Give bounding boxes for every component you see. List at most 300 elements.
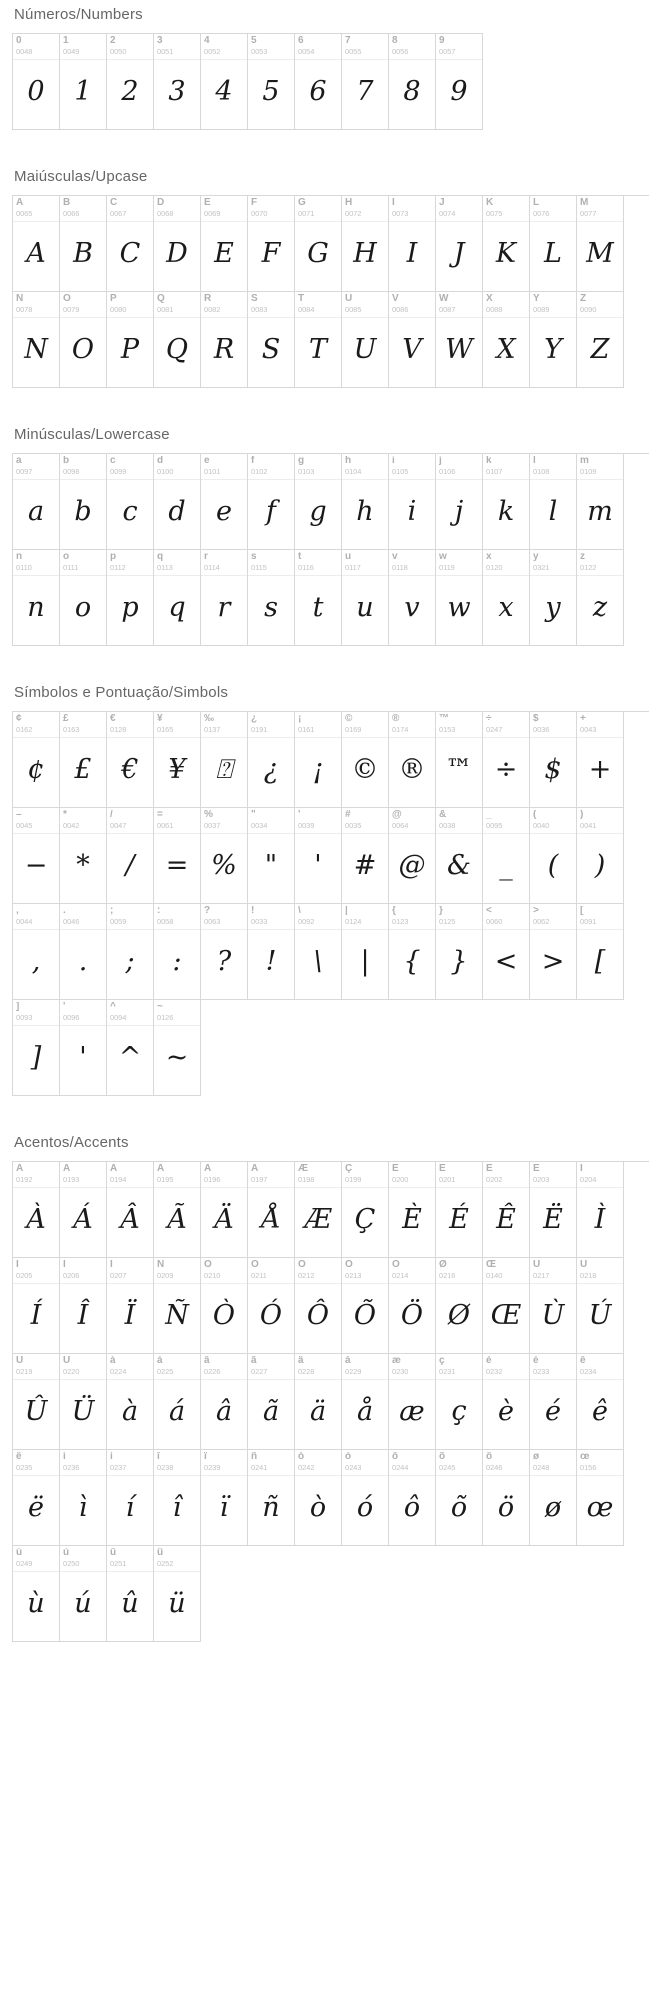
glyph-cell[interactable] (342, 454, 389, 550)
glyph-code-label: 0119 (439, 563, 455, 572)
glyph-character-label: o (63, 552, 70, 562)
glyph-cell[interactable] (201, 454, 248, 550)
glyph-header (248, 292, 294, 318)
glyph-preview: ö (497, 1492, 515, 1523)
glyph-cell[interactable] (201, 196, 248, 292)
glyph-header (13, 1546, 59, 1572)
glyph-character-label: Å (251, 1164, 259, 1174)
glyph-preview: ï (219, 1492, 229, 1523)
glyph-cell[interactable] (107, 292, 154, 388)
glyph-cell[interactable] (436, 712, 483, 808)
glyph-cell[interactable] (248, 292, 295, 388)
section-title: Símbolos e Pontuação/Simbols (14, 684, 229, 701)
glyph-preview: K (495, 238, 517, 269)
glyph-cell[interactable] (107, 1354, 154, 1450)
glyph-cell[interactable] (436, 550, 483, 646)
glyph-character-label: ñ (251, 1452, 258, 1462)
glyph-cell[interactable] (154, 712, 201, 808)
glyph-cell[interactable] (60, 1546, 107, 1642)
glyph-cell[interactable] (248, 712, 295, 808)
glyph-cell[interactable] (436, 1450, 483, 1546)
glyph-cell[interactable] (577, 1354, 624, 1450)
glyph-cell[interactable] (577, 292, 624, 388)
glyph-cell[interactable] (389, 1354, 436, 1450)
glyph-cell[interactable] (13, 712, 60, 808)
glyph-code-label: 0205 (16, 1271, 33, 1280)
glyph-cell[interactable] (389, 292, 436, 388)
glyph-character-label: è (486, 1356, 492, 1366)
glyph-preview: ⍰ (215, 754, 233, 785)
glyph-cell[interactable] (295, 550, 342, 646)
glyph-preview: c (122, 496, 138, 527)
glyph-cell[interactable] (436, 808, 483, 904)
glyph-cell[interactable] (154, 550, 201, 646)
glyph-cell[interactable] (154, 1354, 201, 1450)
glyph-cell[interactable] (530, 550, 577, 646)
glyph-header (154, 712, 200, 738)
glyph-header (436, 196, 482, 222)
glyph-cell[interactable] (436, 454, 483, 550)
glyph-code-label: 0070 (251, 209, 268, 218)
glyph-cell[interactable] (248, 904, 295, 1000)
glyph-cell[interactable] (107, 196, 154, 292)
glyph-cell[interactable] (389, 904, 436, 1000)
glyph-preview: / (125, 850, 135, 881)
glyph-header (201, 292, 247, 318)
glyph-header (483, 196, 529, 222)
glyph-cell[interactable] (154, 34, 201, 130)
glyph-cell[interactable] (154, 904, 201, 1000)
glyph-cell[interactable] (342, 712, 389, 808)
glyph-cell[interactable] (342, 1258, 389, 1354)
glyph-header (154, 1450, 200, 1476)
glyph-cell[interactable] (154, 292, 201, 388)
section-title: Minúsculas/Lowercase (14, 426, 170, 443)
glyph-header (107, 550, 153, 576)
glyph-header (577, 712, 623, 738)
glyph-header (483, 292, 529, 318)
glyph-cell[interactable] (60, 1000, 107, 1096)
glyph-cell[interactable] (436, 1258, 483, 1354)
glyph-character-label: î (157, 1452, 160, 1462)
glyph-cell[interactable] (483, 196, 530, 292)
glyph-cell[interactable] (201, 808, 248, 904)
glyph-cell[interactable] (342, 1354, 389, 1450)
glyph-code-label: 0201 (439, 1175, 456, 1184)
glyph-character-label: Õ (345, 1260, 353, 1270)
glyph-cell[interactable] (295, 1354, 342, 1450)
glyph-cell[interactable] (201, 34, 248, 130)
glyph-cell[interactable] (483, 712, 530, 808)
glyph-code-label: 0087 (439, 305, 456, 314)
glyph-cell[interactable] (107, 1000, 154, 1096)
glyph-cell[interactable] (13, 196, 60, 292)
glyph-cell[interactable] (577, 1162, 624, 1258)
glyph-cell[interactable] (389, 196, 436, 292)
glyph-code-label: 0206 (63, 1271, 80, 1280)
glyph-cell[interactable] (154, 1000, 201, 1096)
section-spacer (12, 1106, 649, 1128)
glyph-code-label: 0162 (16, 725, 33, 734)
glyph-cell[interactable] (530, 196, 577, 292)
glyph-cell[interactable] (577, 1258, 624, 1354)
glyph-preview: Q (165, 334, 189, 365)
glyph-cell[interactable] (13, 292, 60, 388)
glyph-preview: 4 (215, 76, 233, 107)
glyph-preview: 1 (74, 76, 92, 107)
glyph-cell[interactable] (436, 196, 483, 292)
glyph-code-label: 0049 (63, 47, 80, 56)
glyph-preview: 5 (262, 76, 280, 107)
glyph-character-label: ® (392, 714, 400, 724)
glyph-cell[interactable] (295, 1450, 342, 1546)
glyph-cell[interactable] (201, 712, 248, 808)
glyph-header (342, 1354, 388, 1380)
glyph-preview: . (78, 946, 88, 977)
glyph-character-label: 7 (345, 36, 351, 46)
glyph-cell[interactable] (201, 1450, 248, 1546)
glyph-cell[interactable] (530, 1258, 577, 1354)
glyph-preview: É (449, 1204, 469, 1235)
glyph-cell[interactable] (107, 904, 154, 1000)
glyph-character-label: Z (580, 294, 587, 304)
glyph-code-label: 0226 (204, 1367, 221, 1376)
glyph-cell[interactable] (248, 454, 295, 550)
glyph-cell[interactable] (107, 1258, 154, 1354)
glyph-header (342, 550, 388, 576)
glyph-character-label: * (63, 810, 67, 820)
glyph-cell[interactable] (389, 712, 436, 808)
glyph-character-label: { (392, 906, 396, 916)
glyph-cell[interactable] (295, 1162, 342, 1258)
glyph-preview: 8 (403, 76, 421, 107)
glyph-cell[interactable] (342, 196, 389, 292)
glyph-character-label: 1 (63, 36, 69, 46)
glyph-code-label: 0040 (533, 821, 550, 830)
glyph-cell[interactable] (13, 1450, 60, 1546)
glyph-cell[interactable] (577, 550, 624, 646)
glyph-code-label: 0048 (16, 47, 33, 56)
section-spacer (12, 140, 649, 162)
glyph-cell[interactable] (483, 1354, 530, 1450)
glyph-cell[interactable] (60, 1354, 107, 1450)
glyph-cell[interactable] (248, 1354, 295, 1450)
glyph-header (107, 1162, 153, 1188)
glyph-cell[interactable] (13, 1546, 60, 1642)
glyph-character-label: O (63, 294, 71, 304)
glyph-cell[interactable] (342, 292, 389, 388)
glyph-cell[interactable] (295, 808, 342, 904)
glyph-cell[interactable] (483, 1258, 530, 1354)
glyph-cell[interactable] (389, 34, 436, 130)
glyph-cell[interactable] (342, 1450, 389, 1546)
glyph-cell[interactable] (436, 1162, 483, 1258)
glyph-cell[interactable] (201, 1162, 248, 1258)
glyph-character-label: í (110, 1452, 113, 1462)
glyph-header (577, 292, 623, 318)
glyph-preview: k (497, 496, 515, 527)
glyph-grid (12, 1161, 649, 1642)
glyph-cell[interactable] (107, 550, 154, 646)
glyph-cell[interactable] (577, 808, 624, 904)
glyph-character-label: = (157, 810, 163, 820)
glyph-cell[interactable] (201, 292, 248, 388)
glyph-character-label: } (439, 906, 443, 916)
glyph-code-label: 0099 (110, 467, 127, 476)
glyph-character-label: ø (533, 1452, 540, 1462)
glyph-character-label: € (110, 714, 116, 724)
glyph-character-label: Ù (533, 1260, 541, 1270)
glyph-header (342, 1162, 388, 1188)
glyph-cell[interactable] (248, 1162, 295, 1258)
glyph-cell[interactable] (248, 34, 295, 130)
glyph-cell[interactable] (530, 454, 577, 550)
glyph-cell[interactable] (13, 1162, 60, 1258)
glyph-cell[interactable] (13, 808, 60, 904)
glyph-cell[interactable] (295, 292, 342, 388)
glyph-cell[interactable] (13, 1258, 60, 1354)
glyph-header (154, 292, 200, 318)
glyph-cell[interactable] (342, 550, 389, 646)
glyph-character-label: j (439, 456, 442, 466)
glyph-character-label: ä (298, 1356, 304, 1366)
glyph-preview: & (446, 850, 472, 881)
glyph-code-label: 0103 (298, 467, 315, 476)
glyph-cell[interactable] (389, 1258, 436, 1354)
glyph-cell[interactable] (530, 1450, 577, 1546)
glyph-preview: M (586, 238, 614, 269)
glyph-cell[interactable] (295, 196, 342, 292)
glyph-code-label: 0093 (16, 1013, 33, 1022)
glyph-header (154, 550, 200, 576)
glyph-cell[interactable] (483, 904, 530, 1000)
glyph-header (389, 1258, 435, 1284)
glyph-character-label: m (580, 456, 589, 466)
glyph-character-label: c (110, 456, 116, 466)
glyph-cell[interactable] (60, 808, 107, 904)
glyph-header (60, 1162, 106, 1188)
glyph-header (530, 904, 576, 930)
glyph-code-label: 0199 (345, 1175, 362, 1184)
glyph-cell[interactable] (248, 808, 295, 904)
glyph-preview: l (548, 496, 558, 527)
glyph-cell[interactable] (483, 550, 530, 646)
glyph-cell[interactable] (60, 904, 107, 1000)
glyph-header (389, 712, 435, 738)
glyph-code-label: 0104 (345, 467, 362, 476)
glyph-cell[interactable] (60, 292, 107, 388)
glyph-character-label: Û (16, 1356, 24, 1366)
glyph-character-label: > (533, 906, 539, 916)
glyph-cell[interactable] (436, 1354, 483, 1450)
glyph-preview: * (76, 850, 90, 881)
glyph-character-label: ¢ (16, 714, 22, 724)
glyph-cell[interactable] (201, 550, 248, 646)
glyph-preview: h (356, 496, 374, 527)
glyph-cell[interactable] (107, 808, 154, 904)
glyph-cell[interactable] (60, 196, 107, 292)
glyph-cell[interactable] (389, 1450, 436, 1546)
glyph-preview: ø (544, 1492, 562, 1523)
glyph-character-label: q (157, 552, 164, 562)
glyph-cell[interactable] (154, 196, 201, 292)
glyph-cell[interactable] (107, 1162, 154, 1258)
glyph-cell[interactable] (60, 34, 107, 130)
glyph-cell[interactable] (530, 1162, 577, 1258)
glyph-cell[interactable] (342, 1162, 389, 1258)
glyph-cell[interactable] (107, 454, 154, 550)
glyph-cell[interactable] (107, 1450, 154, 1546)
glyph-cell[interactable] (13, 1000, 60, 1096)
glyph-code-label: 0086 (392, 305, 409, 314)
glyph-code-label: 0115 (251, 563, 267, 572)
glyph-cell[interactable] (13, 904, 60, 1000)
glyph-cell[interactable] (483, 1162, 530, 1258)
glyph-header (107, 904, 153, 930)
glyph-cell[interactable] (107, 712, 154, 808)
glyph-header (483, 1354, 529, 1380)
glyph-preview: O (71, 334, 95, 365)
glyph-cell[interactable] (60, 1162, 107, 1258)
glyph-header (436, 1162, 482, 1188)
glyph-code-label: 0321 (533, 563, 550, 572)
glyph-preview: \ (313, 946, 323, 977)
glyph-code-label: 0055 (345, 47, 362, 56)
glyph-cell[interactable] (530, 712, 577, 808)
glyph-character-label: ì (63, 1452, 66, 1462)
glyph-header (483, 454, 529, 480)
glyph-cell[interactable] (154, 1450, 201, 1546)
glyph-cell[interactable] (577, 712, 624, 808)
glyph-cell[interactable] (107, 1546, 154, 1642)
glyph-cell[interactable] (60, 550, 107, 646)
glyph-cell[interactable] (295, 904, 342, 1000)
glyph-code-label: 0050 (110, 47, 127, 56)
glyph-preview: V (402, 334, 422, 365)
glyph-cell[interactable] (483, 808, 530, 904)
glyph-header (13, 904, 59, 930)
glyph-character-label: ™ (439, 714, 449, 724)
glyph-preview: 2 (121, 76, 139, 107)
glyph-code-label: 0097 (16, 467, 33, 476)
glyph-cell[interactable] (154, 1546, 201, 1642)
glyph-code-label: 0068 (157, 209, 174, 218)
glyph-section (12, 1128, 649, 1642)
glyph-preview: j (454, 496, 464, 527)
glyph-cell[interactable] (577, 454, 624, 550)
glyph-cell[interactable] (483, 1450, 530, 1546)
glyph-cell[interactable] (107, 34, 154, 130)
glyph-cell[interactable] (60, 454, 107, 550)
glyph-header (13, 808, 59, 834)
glyph-header (389, 196, 435, 222)
glyph-character-label: ~ (157, 1002, 163, 1012)
glyph-code-label: 0069 (204, 209, 221, 218)
glyph-preview: ó (356, 1492, 374, 1523)
glyph-cell[interactable] (248, 1258, 295, 1354)
glyph-preview: Õ (353, 1300, 377, 1331)
glyph-cell[interactable] (154, 454, 201, 550)
glyph-cell[interactable] (436, 34, 483, 130)
glyph-cell[interactable] (342, 904, 389, 1000)
glyph-character-label: Ò (204, 1260, 212, 1270)
glyph-cell[interactable] (154, 1258, 201, 1354)
glyph-cell[interactable] (530, 808, 577, 904)
glyph-cell[interactable] (13, 550, 60, 646)
glyph-cell[interactable] (154, 1162, 201, 1258)
glyph-cell[interactable] (201, 1354, 248, 1450)
glyph-cell[interactable] (60, 1450, 107, 1546)
glyph-cell[interactable] (436, 904, 483, 1000)
glyph-character-label: x (486, 552, 492, 562)
glyph-cell[interactable] (530, 1354, 577, 1450)
glyph-cell[interactable] (201, 904, 248, 1000)
glyph-cell[interactable] (483, 454, 530, 550)
glyph-cell[interactable] (436, 292, 483, 388)
glyph-cell[interactable] (295, 1258, 342, 1354)
glyph-cell[interactable] (60, 1258, 107, 1354)
glyph-code-label: 0203 (533, 1175, 550, 1184)
glyph-header (60, 1000, 106, 1026)
glyph-preview: R (213, 334, 235, 365)
glyph-cell[interactable] (295, 34, 342, 130)
glyph-cell[interactable] (248, 550, 295, 646)
glyph-cell[interactable] (201, 1258, 248, 1354)
glyph-cell[interactable] (295, 454, 342, 550)
glyph-cell[interactable] (389, 454, 436, 550)
glyph-preview: Ü (71, 1396, 95, 1427)
glyph-cell[interactable] (577, 1450, 624, 1546)
glyph-cell[interactable] (483, 292, 530, 388)
glyph-cell[interactable] (530, 292, 577, 388)
glyph-cell[interactable] (13, 454, 60, 550)
glyph-cell[interactable] (577, 196, 624, 292)
glyph-cell[interactable] (154, 808, 201, 904)
glyph-cell[interactable] (389, 808, 436, 904)
glyph-code-label: 0098 (63, 467, 80, 476)
glyph-character-label: [ (580, 906, 584, 916)
glyph-cell[interactable] (577, 904, 624, 1000)
glyph-cell[interactable] (530, 904, 577, 1000)
glyph-preview: s (264, 592, 278, 623)
glyph-cell[interactable] (389, 550, 436, 646)
glyph-character-label: ( (533, 810, 537, 820)
glyph-preview: ! (265, 946, 277, 977)
glyph-cell[interactable] (60, 712, 107, 808)
glyph-code-label: 0051 (157, 47, 174, 56)
glyph-cell[interactable] (248, 1450, 295, 1546)
glyph-cell[interactable] (13, 1354, 60, 1450)
glyph-cell[interactable] (248, 196, 295, 292)
glyph-character-label: æ (392, 1356, 401, 1366)
glyph-preview: í (125, 1492, 135, 1523)
glyph-cell[interactable] (342, 34, 389, 130)
glyph-preview: n (27, 592, 45, 623)
glyph-cell[interactable] (389, 1162, 436, 1258)
glyph-cell[interactable] (342, 808, 389, 904)
glyph-header (342, 34, 388, 60)
glyph-code-label: 0038 (439, 821, 456, 830)
glyph-cell[interactable] (295, 712, 342, 808)
glyph-code-label: 0077 (580, 209, 597, 218)
glyph-preview: â (215, 1396, 233, 1427)
glyph-code-label: 0118 (392, 563, 408, 572)
glyph-code-label: 0250 (63, 1559, 80, 1568)
glyph-code-label: 0248 (533, 1463, 550, 1472)
glyph-preview: v (404, 592, 420, 623)
glyph-header (389, 34, 435, 60)
glyph-cell[interactable] (13, 34, 60, 130)
